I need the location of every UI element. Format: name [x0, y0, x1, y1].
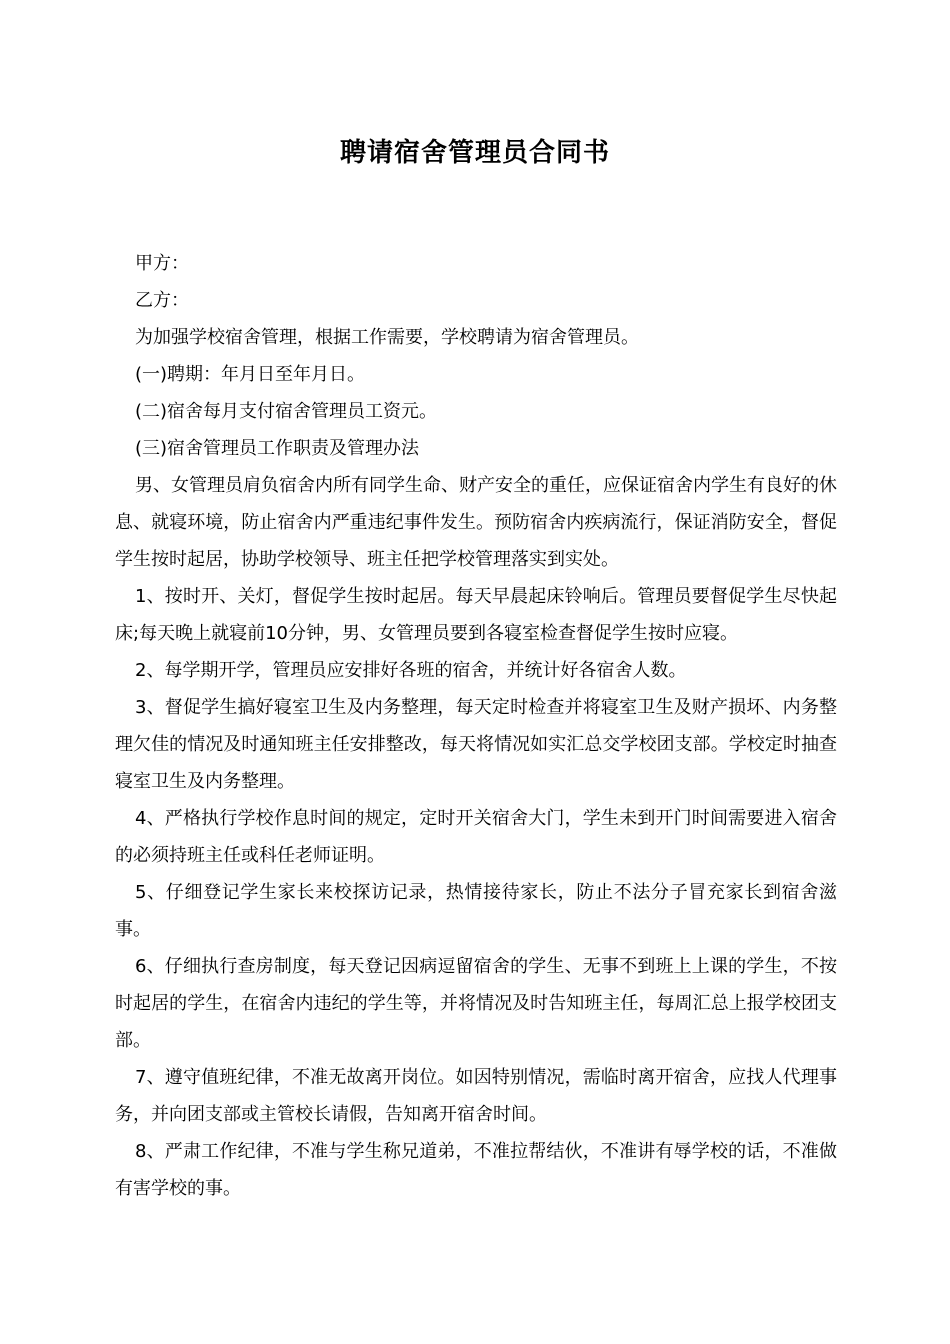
duty-item-8: 8、严肃工作纪律，不准与学生称兄道弟，不准拉帮结伙，不准讲有辱学校的话，不准做有害学校的事。	[115, 1141, 837, 1199]
duties-overview-paragraph: 男、女管理员肩负宿舍内所有同学生命、财产安全的重任，应保证宿舍内学生有良好的休息、就寝环境，防止宿舍内严重违纪事件发生。预防宿舍内疾病流行，保证消防安全，督促学生按时起居，协助学校领导、班主任把学校管理落实到实处。	[115, 475, 837, 570]
party-a-line: 甲方：	[135, 253, 189, 274]
duty-item-6: 6、仔细执行查房制度，每天登记因病逗留宿舍的学生、无事不到班上上课的学生，不按时起居的学生，在宿舍内违纪的学生等，并将情况及时告知班主任，每周汇总上报学校团支部。	[115, 956, 837, 1051]
duty-item-3: 3、督促学生搞好寝室卫生及内务整理，每天定时检查并将寝室卫生及财产损坏、内务整理欠佳的情况及时通知班主任安排整改，每天将情况如实汇总交学校团支部。学校定时抽查寝室卫生及内务整理。	[115, 697, 837, 792]
document-body	[115, 245, 837, 1207]
duty-item-7: 7、遵守值班纪律，不准无故离开岗位。如因特别情况，需临时离开宿舍，应找人代理事务，并向团支部或主管校长请假，告知离开宿舍时间。	[115, 1067, 837, 1125]
salary-clause: (二)宿舍每月支付宿舍管理员工资元。	[135, 401, 438, 422]
party-b-line: 乙方：	[135, 290, 189, 311]
term-clause: (一)聘期：年月日至年月日。	[135, 364, 366, 385]
intro-paragraph: 为加强学校宿舍管理，根据工作需要，学校聘请为宿舍管理员。	[135, 327, 639, 348]
duty-item-1: 1、按时开、关灯，督促学生按时起居。每天早晨起床铃响后。管理员要督促学生尽快起床;每天晚上就寝前10分钟，男、女管理员要到各寝室检查督促学生按时应寝。	[115, 586, 837, 644]
document-title: 聘请宿舍管理员合同书	[339, 138, 610, 168]
duty-item-2: 2、每学期开学，管理员应安排好各班的宿舍，并统计好各宿舍人数。	[135, 660, 687, 681]
duties-heading: (三)宿舍管理员工作职责及管理办法	[135, 438, 420, 459]
duty-item-4: 4、严格执行学校作息时间的规定，定时开关宿舍大门，学生未到开门时间需要进入宿舍的必须持班主任或科任老师证明。	[115, 808, 837, 866]
duty-item-5: 5、仔细登记学生家长来校探访记录，热情接待家长，防止不法分子冒充家长到宿舍滋事。	[115, 882, 837, 940]
